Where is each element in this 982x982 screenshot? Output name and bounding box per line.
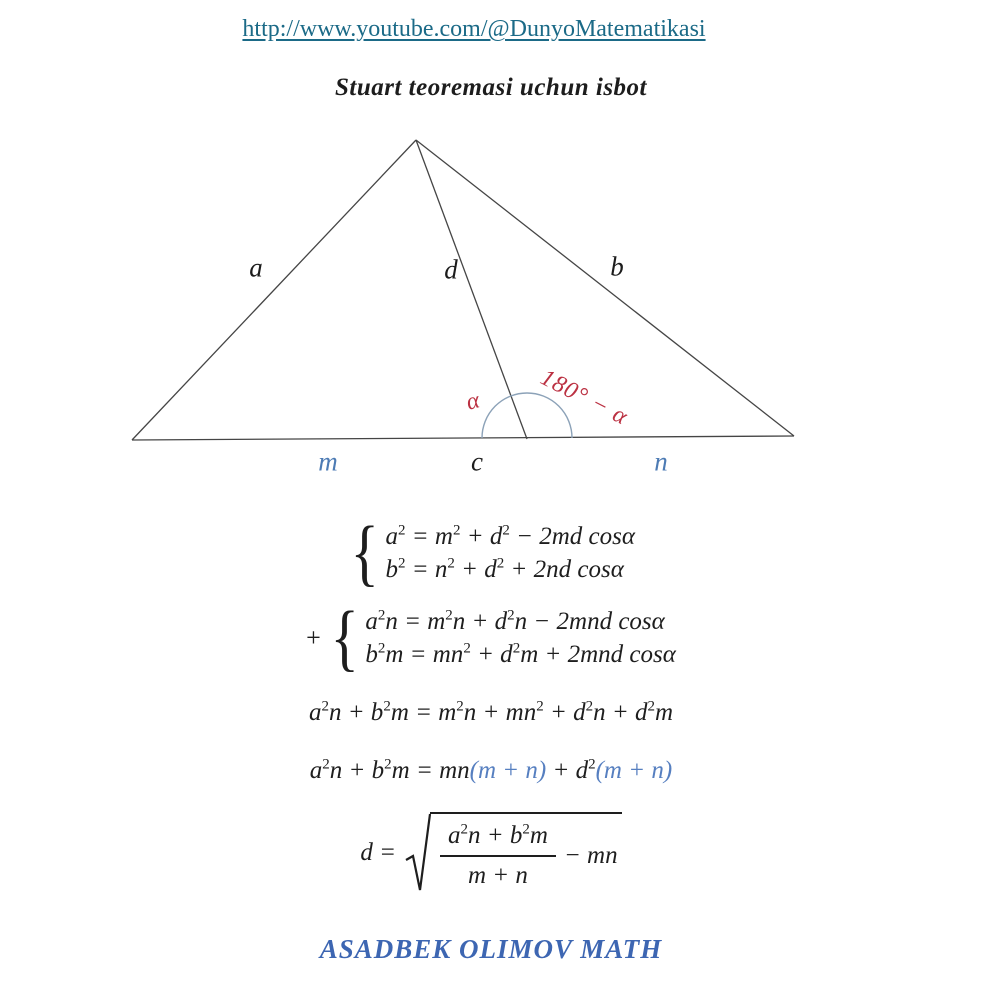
plus-sign: + xyxy=(306,623,321,652)
label-angle-alpha: α xyxy=(463,387,483,416)
result-formula xyxy=(0,812,982,894)
label-side-a: a xyxy=(249,252,263,283)
system-1-line-2: $b^2 = n^2 + d^2 + 2nd$ cosα xyxy=(385,555,624,583)
fraction xyxy=(440,821,556,891)
equation-sum: $a^2n + b^2m = m^2n + mn^2 + d^2n + d^2m$ xyxy=(308,698,674,726)
system-2-line-2: $b^2m = mn^2 + d^2m + 2mnd$ cosα xyxy=(365,640,676,668)
result-lhs: d = xyxy=(360,839,396,866)
base-line xyxy=(132,436,794,440)
radical-tail: − mn xyxy=(563,842,618,869)
radical xyxy=(405,812,622,894)
label-angle-supplement: 180° − α xyxy=(536,364,633,431)
side-a-line xyxy=(132,140,416,440)
footer-brand: ASADBEK OLIMOV MATH xyxy=(319,934,663,964)
system-1-line-1: $a^2 = m^2 + d^2 - 2md$ cosα xyxy=(385,522,635,550)
label-side-b: b xyxy=(610,251,624,282)
equation-factored: $a^2n + b^2m = mn(m + n) + d^2(m + n)$ xyxy=(309,756,673,784)
cosine-law-system xyxy=(0,512,982,594)
radicand xyxy=(430,812,622,891)
label-cevian-d: d xyxy=(444,254,458,285)
label-base-c: c xyxy=(471,446,483,477)
page-title: Stuart teoremasi uchun isbot xyxy=(335,74,647,101)
fraction-denominator: m + n xyxy=(468,862,528,889)
radical-sign-icon xyxy=(405,812,431,894)
youtube-link[interactable]: http://www.youtube.com/@DunyoMatematikasi xyxy=(242,16,706,42)
fraction-bar xyxy=(440,855,556,857)
system-2-line-1: $a^2n = m^2n + d^2n - 2mnd$ cosα xyxy=(365,607,665,635)
system-2-brace: { xyxy=(330,597,359,679)
system-1-brace: { xyxy=(350,512,379,594)
label-segment-m: m xyxy=(318,446,338,477)
fraction-numerator: $a^2n + b^2m$ xyxy=(448,821,548,849)
scaled-system xyxy=(0,597,982,679)
label-segment-n: n xyxy=(654,446,668,477)
